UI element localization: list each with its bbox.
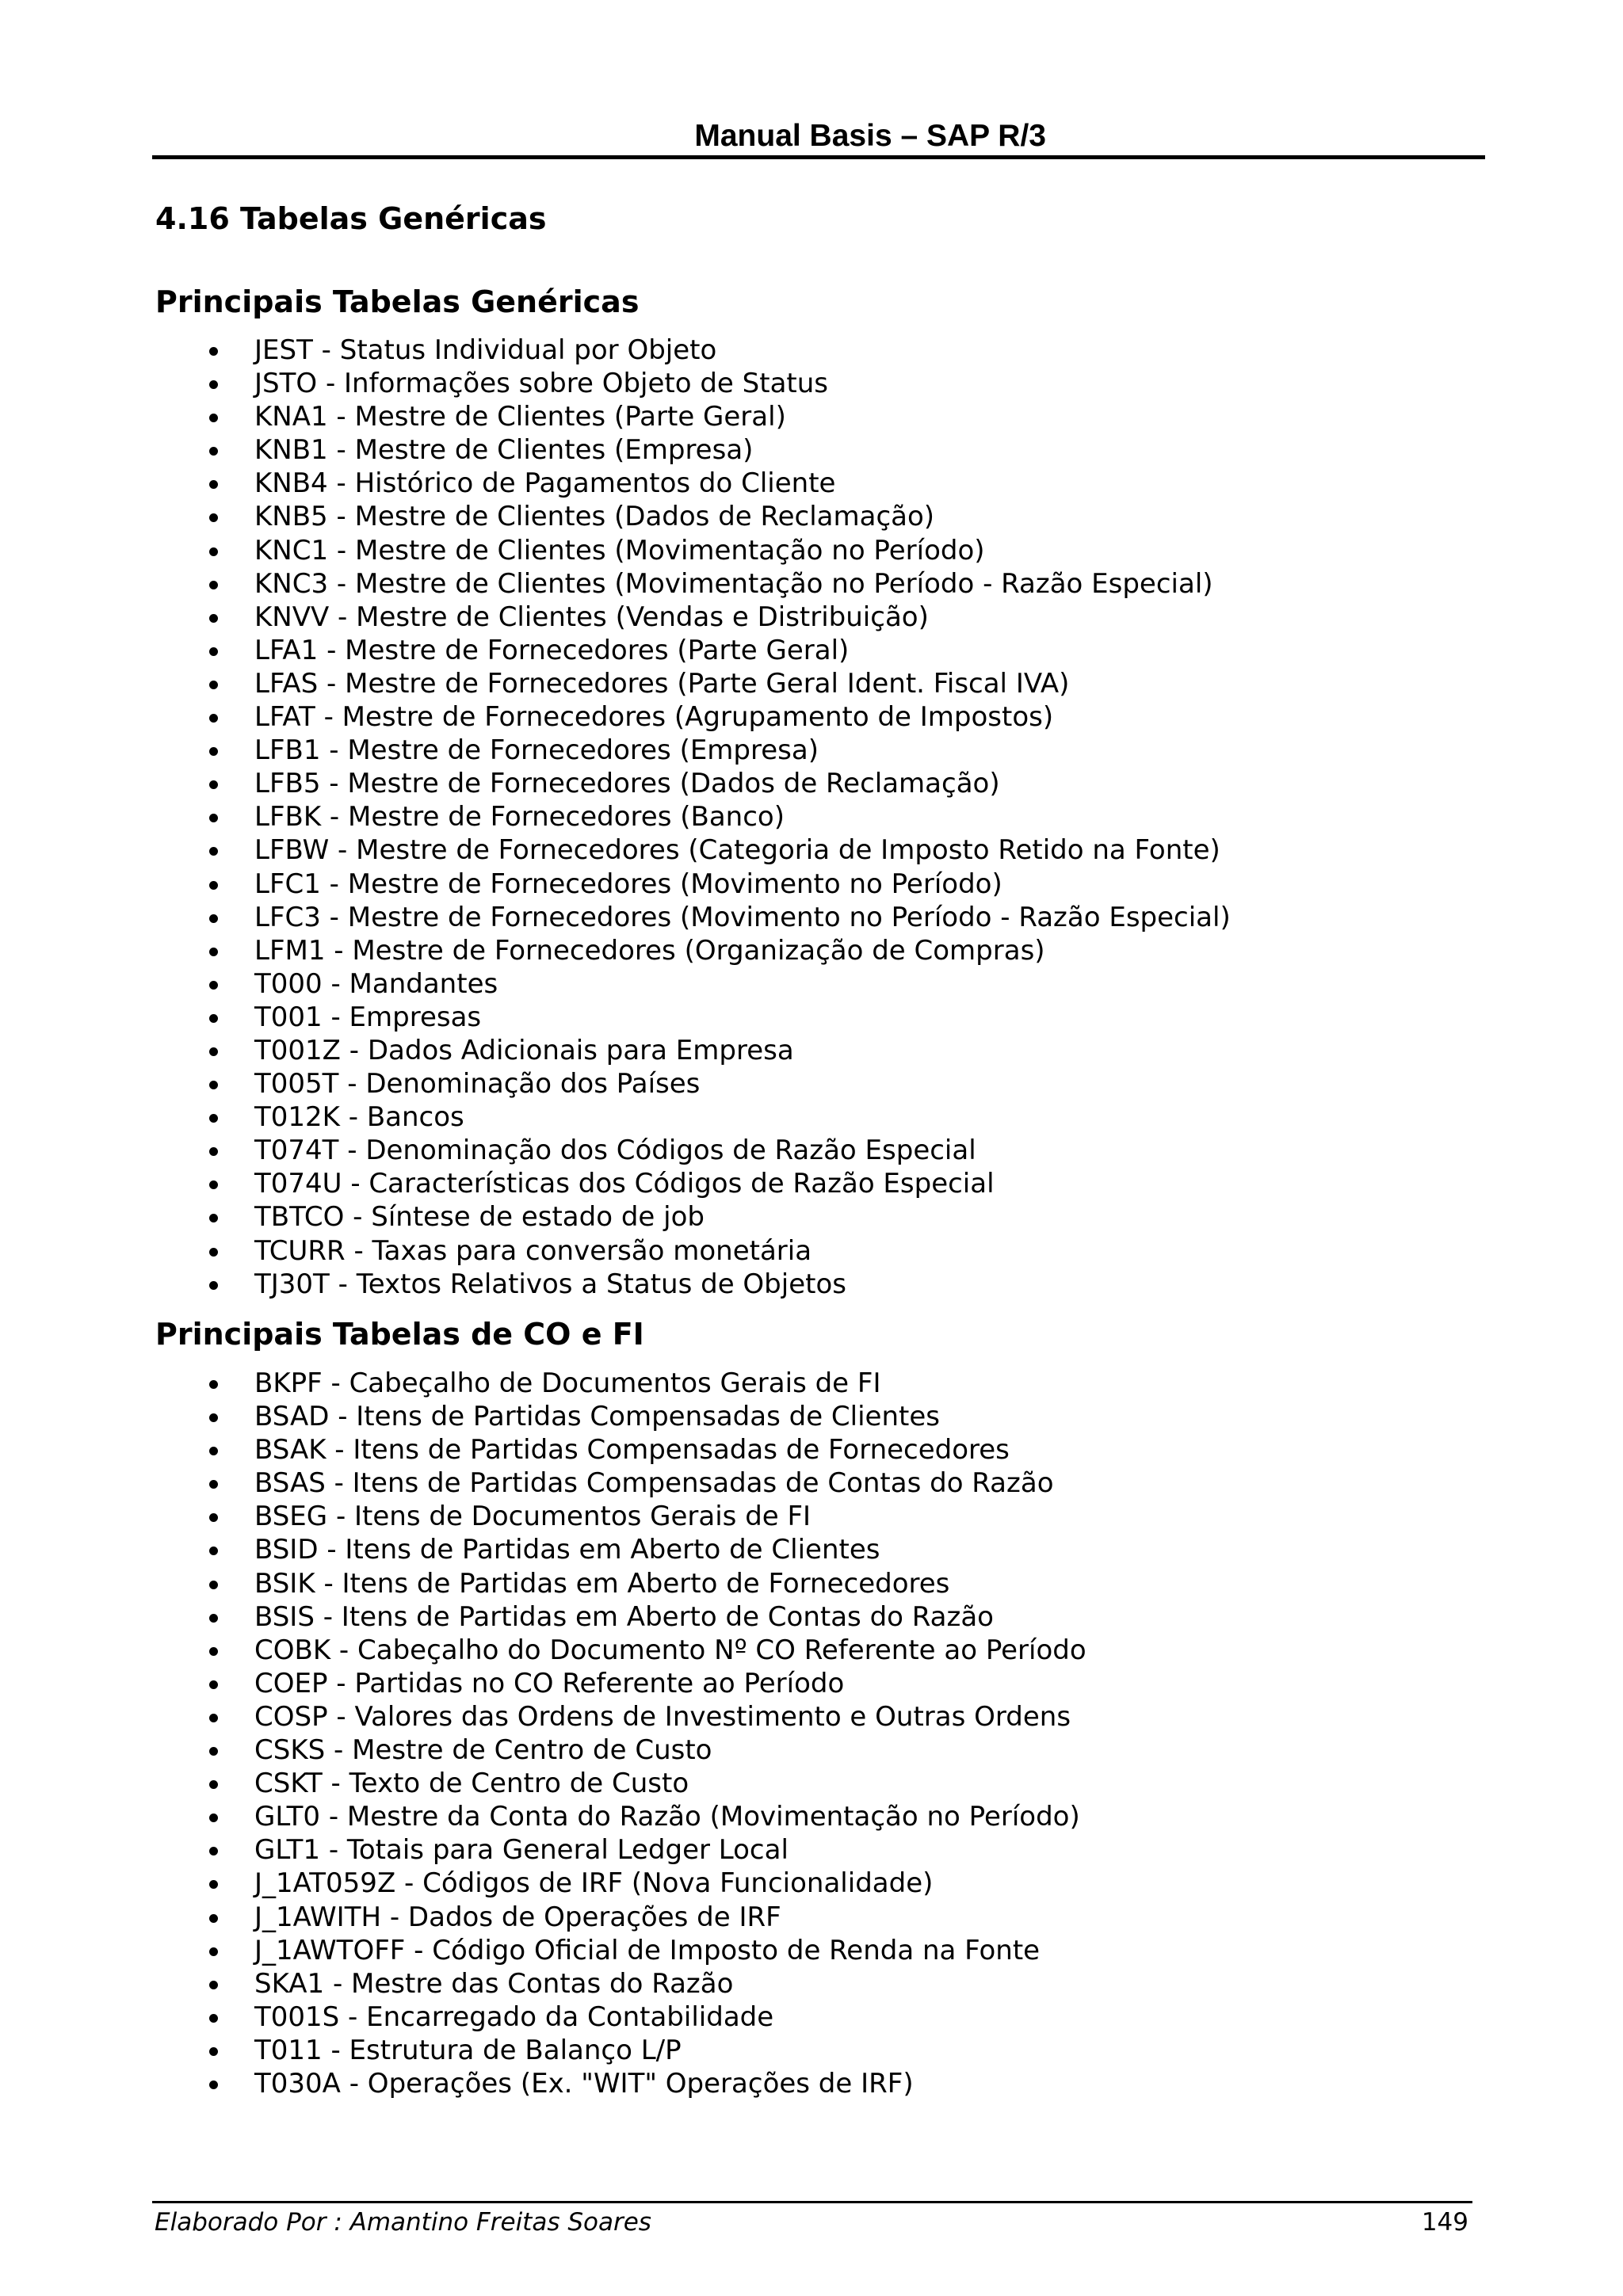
- list-item-text: LFC3 - Mestre de Fornecedores (Movimento no Período - Razão Especial): [254, 901, 1231, 933]
- bullet-icon: [209, 1147, 218, 1156]
- list-item-text: TJ30T - Textos Relativos a Status de Objetos: [254, 1268, 846, 1300]
- list-item-text: BSAK - Itens de Partidas Compensadas de Fornecedores: [254, 1434, 1010, 1466]
- list-item-text: COBK - Cabeçalho do Documento Nº CO Referente ao Período: [254, 1634, 1086, 1666]
- bullet-icon: [209, 1780, 218, 1789]
- list-item-text: LFB5 - Mestre de Fornecedores (Dados de Reclamação): [254, 768, 1000, 800]
- list-item-text: GLT1 - Totais para General Ledger Local: [254, 1834, 789, 1867]
- list-item-text: KNB4 - Histórico de Pagamentos do Cliente: [254, 467, 836, 500]
- list-item-text: LFAT - Mestre de Fornecedores (Agrupamento de Impostos): [254, 701, 1054, 734]
- list-item-text: BSIS - Itens de Partidas em Aberto de Contas do Razão: [254, 1600, 994, 1633]
- bullet-icon: [209, 1981, 218, 1989]
- list-item-text: T001Z - Dados Adicionais para Empresa: [254, 1034, 794, 1066]
- bullet-icon: [209, 714, 218, 723]
- bullet-icon: [209, 614, 218, 623]
- bullet-icon: [209, 1214, 218, 1222]
- bullet-icon: [209, 1914, 218, 1923]
- list-item-text: CSKT - Texto de Centro de Custo: [254, 1768, 689, 1800]
- bullet-icon: [209, 780, 218, 789]
- list-item-text: LFBK - Mestre de Fornecedores (Banco): [254, 801, 785, 833]
- list-item-text: TBTCO - Síntese de estado de job: [254, 1201, 705, 1234]
- list-item-text: T074T - Denominação dos Códigos de Razão Especial: [254, 1135, 976, 1167]
- list-item-text: T001 - Empresas: [254, 1001, 482, 1033]
- bullet-icon: [209, 380, 218, 389]
- footer-author: Elaborado Por : Amantino Freitas Soares: [155, 2208, 651, 2237]
- bullet-icon: [209, 547, 218, 556]
- footer-rule: [152, 2201, 1472, 2203]
- list-item-text: LFM1 - Mestre de Fornecedores (Organização de Compras): [254, 934, 1045, 967]
- list-item-text: T001S - Encarregado da Contabilidade: [254, 2000, 774, 2033]
- generic-tables-heading: Principais Tabelas Genéricas: [155, 284, 640, 319]
- bullet-icon: [209, 1480, 218, 1489]
- document-header-title: Manual Basis – SAP R/3: [694, 119, 1046, 153]
- list-item-text: BSEG - Itens de Documentos Gerais de FI: [254, 1501, 812, 1533]
- list-item-text: T030A - Operações (Ex. "WIT" Operações de IRF): [254, 2067, 914, 2100]
- bullet-icon: [209, 1114, 218, 1123]
- bullet-icon: [209, 1847, 218, 1855]
- list-item-text: JEST - Status Individual por Objeto: [254, 334, 717, 366]
- bullet-icon: [209, 1380, 218, 1389]
- list-item-text: KNC1 - Mestre de Clientes (Movimentação no Período): [254, 534, 985, 566]
- list-item-text: J_1AWITH - Dados de Operações de IRF: [254, 1901, 781, 1933]
- bullet-icon: [209, 1680, 218, 1689]
- bullet-icon: [209, 1714, 218, 1722]
- list-item-text: LFA1 - Mestre de Fornecedores (Parte Geral): [254, 634, 850, 666]
- bullet-icon: [209, 414, 218, 422]
- co-fi-tables-heading: Principais Tabelas de CO e FI: [155, 1317, 644, 1352]
- bullet-icon: [209, 581, 218, 589]
- list-item-text: GLT0 - Mestre da Conta do Razão (Movimentação no Período): [254, 1801, 1080, 1833]
- list-item-text: KNC3 - Mestre de Clientes (Movimentação no Período - Razão Especial): [254, 567, 1213, 600]
- section-title: 4.16 Tabelas Genéricas: [155, 201, 547, 236]
- bullet-icon: [209, 1814, 218, 1822]
- bullet-icon: [209, 1581, 218, 1589]
- list-item-text: KNB5 - Mestre de Clientes (Dados de Reclamação): [254, 501, 935, 533]
- bullet-icon: [209, 447, 218, 456]
- list-item-text: T012K - Bancos: [254, 1101, 464, 1134]
- list-item-text: COSP - Valores das Ordens de Investimento e Outras Ordens: [254, 1700, 1071, 1733]
- bullet-icon: [209, 1047, 218, 1056]
- list-item-text: T000 - Mandantes: [254, 967, 498, 1000]
- list-item-text: LFAS - Mestre de Fornecedores (Parte Geral Ident. Fiscal IVA): [254, 667, 1070, 700]
- list-item-text: J_1AT059Z - Códigos de IRF (Nova Funcionalidade): [254, 1867, 934, 1900]
- bullet-icon: [209, 1014, 218, 1023]
- list-item-text: COEP - Partidas no CO Referente ao Período: [254, 1667, 845, 1699]
- list-item-text: BSID - Itens de Partidas em Aberto de Clientes: [254, 1534, 880, 1566]
- list-item-text: J_1AWTOFF - Código Oficial de Imposto de Renda na Fonte: [254, 1934, 1041, 1966]
- list-item-text: LFBW - Mestre de Fornecedores (Categoria de Imposto Retido na Fonte): [254, 834, 1220, 867]
- bullet-icon: [209, 647, 218, 656]
- bullet-icon: [209, 814, 218, 822]
- bullet-icon: [209, 347, 218, 356]
- bullet-icon: [209, 1081, 218, 1089]
- bullet-icon: [209, 1880, 218, 1889]
- bullet-icon: [209, 2047, 218, 2056]
- bullet-icon: [209, 1447, 218, 1455]
- bullet-icon: [209, 747, 218, 756]
- list-item-text: CSKS - Mestre de Centro de Custo: [254, 1734, 712, 1767]
- bullet-icon: [209, 948, 218, 956]
- header-rule: [152, 155, 1485, 159]
- list-item-text: BSAD - Itens de Partidas Compensadas de Clientes: [254, 1401, 940, 1433]
- bullet-icon: [209, 914, 218, 923]
- list-item-text: KNB1 - Mestre de Clientes (Empresa): [254, 434, 754, 467]
- bullet-icon: [209, 1647, 218, 1656]
- bullet-icon: [209, 513, 218, 522]
- list-item-text: TCURR - Taxas para conversão monetária: [254, 1234, 812, 1267]
- list-item-text: KNVV - Mestre de Clientes (Vendas e Distribuição): [254, 601, 929, 633]
- list-item-text: T074U - Características dos Códigos de Razão Especial: [254, 1168, 995, 1200]
- bullet-icon: [209, 881, 218, 890]
- bullet-icon: [209, 1747, 218, 1756]
- bullet-icon: [209, 681, 218, 689]
- bullet-icon: [209, 1180, 218, 1189]
- bullet-icon: [209, 847, 218, 856]
- list-item-text: LFC1 - Mestre de Fornecedores (Movimento no Período): [254, 868, 1002, 900]
- page-number: 149: [1421, 2208, 1468, 2237]
- bullet-icon: [209, 480, 218, 489]
- list-item-text: T011 - Estrutura de Balanço L/P: [254, 2034, 682, 2066]
- bullet-icon: [209, 981, 218, 990]
- bullet-icon: [209, 2081, 218, 2089]
- list-item-text: JSTO - Informações sobre Objeto de Status: [254, 368, 828, 400]
- bullet-icon: [209, 1513, 218, 1522]
- bullet-icon: [209, 1614, 218, 1623]
- bullet-icon: [209, 2014, 218, 2023]
- bullet-icon: [209, 1947, 218, 1956]
- bullet-icon: [209, 1281, 218, 1290]
- list-item-text: SKA1 - Mestre das Contas do Razão: [254, 1967, 734, 2000]
- list-item-text: BSIK - Itens de Partidas em Aberto de Fornecedores: [254, 1567, 950, 1600]
- list-item-text: BSAS - Itens de Partidas Compensadas de Contas do Razão: [254, 1467, 1054, 1500]
- bullet-icon: [209, 1413, 218, 1422]
- list-item-text: BKPF - Cabeçalho de Documentos Gerais de FI: [254, 1367, 881, 1399]
- bullet-icon: [209, 1248, 218, 1257]
- list-item-text: LFB1 - Mestre de Fornecedores (Empresa): [254, 734, 819, 767]
- list-item-text: KNA1 - Mestre de Clientes (Parte Geral): [254, 401, 786, 433]
- bullet-icon: [209, 1547, 218, 1555]
- list-item-text: T005T - Denominação dos Países: [254, 1068, 701, 1100]
